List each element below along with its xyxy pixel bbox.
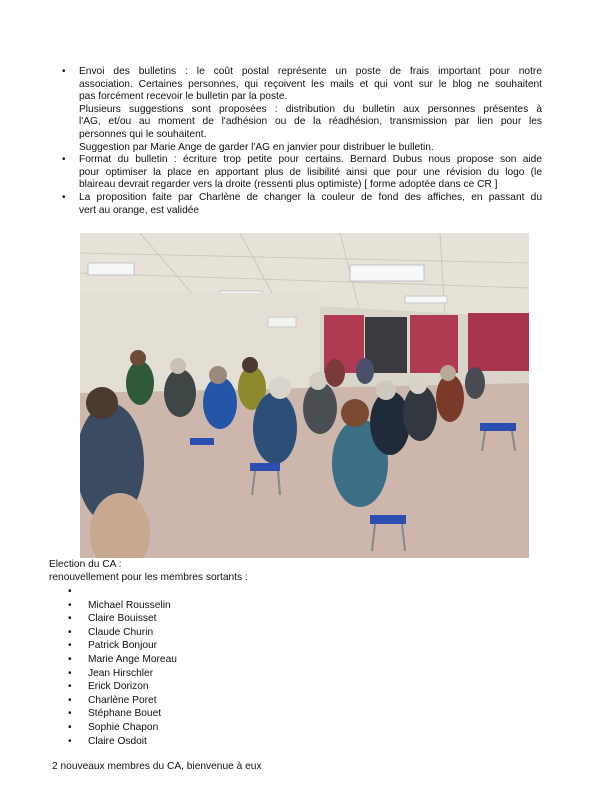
list-item <box>68 694 177 708</box>
member-name: Stéphane Bouet <box>88 708 162 720</box>
text-line: La proposition faite par Charlène de changer la couleur de fond des affiches, en passant du <box>79 191 542 203</box>
text-line: pas forcément recevoir le bulletin par la poste. <box>79 91 288 103</box>
list-item <box>68 626 177 640</box>
bullet-glyph: • <box>68 735 72 747</box>
list-item <box>68 585 177 599</box>
bullet-item-envoi <box>62 66 542 154</box>
bullet-glyph: • <box>68 708 72 720</box>
bullet-glyph: • <box>62 154 66 166</box>
list-item <box>68 680 177 694</box>
member-name: Patrick Bonjour <box>88 640 158 652</box>
member-name: Jean Hirschler <box>88 667 154 679</box>
bullet-glyph: • <box>68 599 72 611</box>
bullet-glyph: • <box>68 667 72 679</box>
bullet-glyph: • <box>68 613 72 625</box>
text-line: Suggestion par Marie Ange de garder l'AG en janvier pour distribuer le bulletin. <box>79 141 434 153</box>
bullet-glyph: • <box>68 586 72 597</box>
paragraph-envoi <box>79 66 542 154</box>
paragraph-proposition <box>79 192 542 217</box>
bullet-item-format <box>62 154 542 192</box>
text-line: personnes qui le souhaitent. <box>79 128 207 140</box>
list-item <box>68 612 177 626</box>
bullet-glyph: • <box>68 640 72 652</box>
new-members-note: 2 nouveaux membres du CA, bienvenue à eux <box>52 761 262 772</box>
text-line: blaireau devrait regarder vers la droite (ressenti plus optimiste) [ forme adoptée dans ce CR ] <box>79 179 498 191</box>
bullet-glyph: • <box>68 694 72 706</box>
discussion-bullet-list <box>62 66 542 217</box>
list-item <box>68 707 177 721</box>
member-name: Erick Dorizon <box>88 681 149 693</box>
text-line: Format du bulletin : écriture trop petite pour certains. Bernard Dubus nous propose son aide <box>79 154 542 166</box>
text-line: Envoi des bulletins : le coût postal représente un poste de frais important pour notre <box>79 66 542 77</box>
member-name: Claire Osdoit <box>88 735 147 747</box>
paragraph-format <box>79 154 542 192</box>
bullet-glyph: • <box>68 681 72 693</box>
bullet-glyph: • <box>68 626 72 638</box>
text-line: vert au orange, est validée <box>79 204 200 216</box>
list-item <box>68 721 177 735</box>
text-line: Plusieurs suggestions sont proposées : distribution du bulletin aux personnes présentes à <box>79 103 542 115</box>
bullet-item-proposition <box>62 192 542 217</box>
text-line: association. Certaines personnes, qui reçoivent les mails et qui vont sur le blog ne souhaitent <box>79 78 542 90</box>
member-name: Claire Bouisset <box>88 613 157 625</box>
list-item <box>68 735 177 749</box>
bullet-glyph: • <box>62 191 66 203</box>
list-item <box>68 667 177 681</box>
member-name: Charlène Poret <box>88 694 157 706</box>
meeting-photo <box>80 233 529 558</box>
list-item <box>68 639 177 653</box>
election-title: Election du CA : <box>49 559 122 570</box>
members-list <box>68 585 177 748</box>
member-name: Michael Rousselin <box>88 599 171 611</box>
list-item <box>68 599 177 613</box>
member-name: Sophie Chapon <box>88 721 159 733</box>
list-item <box>68 653 177 667</box>
member-name: Marie Ange Moreau <box>88 653 177 665</box>
election-subtitle: renouvellement pour les membres sortants : <box>49 572 248 583</box>
member-name: Claude Churin <box>88 626 154 638</box>
bullet-glyph: • <box>62 66 66 77</box>
text-line: l'AG, et/ou au moment de l'adhésion ou de la réadhésion, transmission par lien pour les <box>79 116 542 128</box>
bullet-glyph: • <box>68 721 72 733</box>
bullet-glyph: • <box>68 653 72 665</box>
text-line: pour optimiser la place en apportant plus de lisibilité ainsi que pour une révision du logo (le <box>79 166 542 178</box>
